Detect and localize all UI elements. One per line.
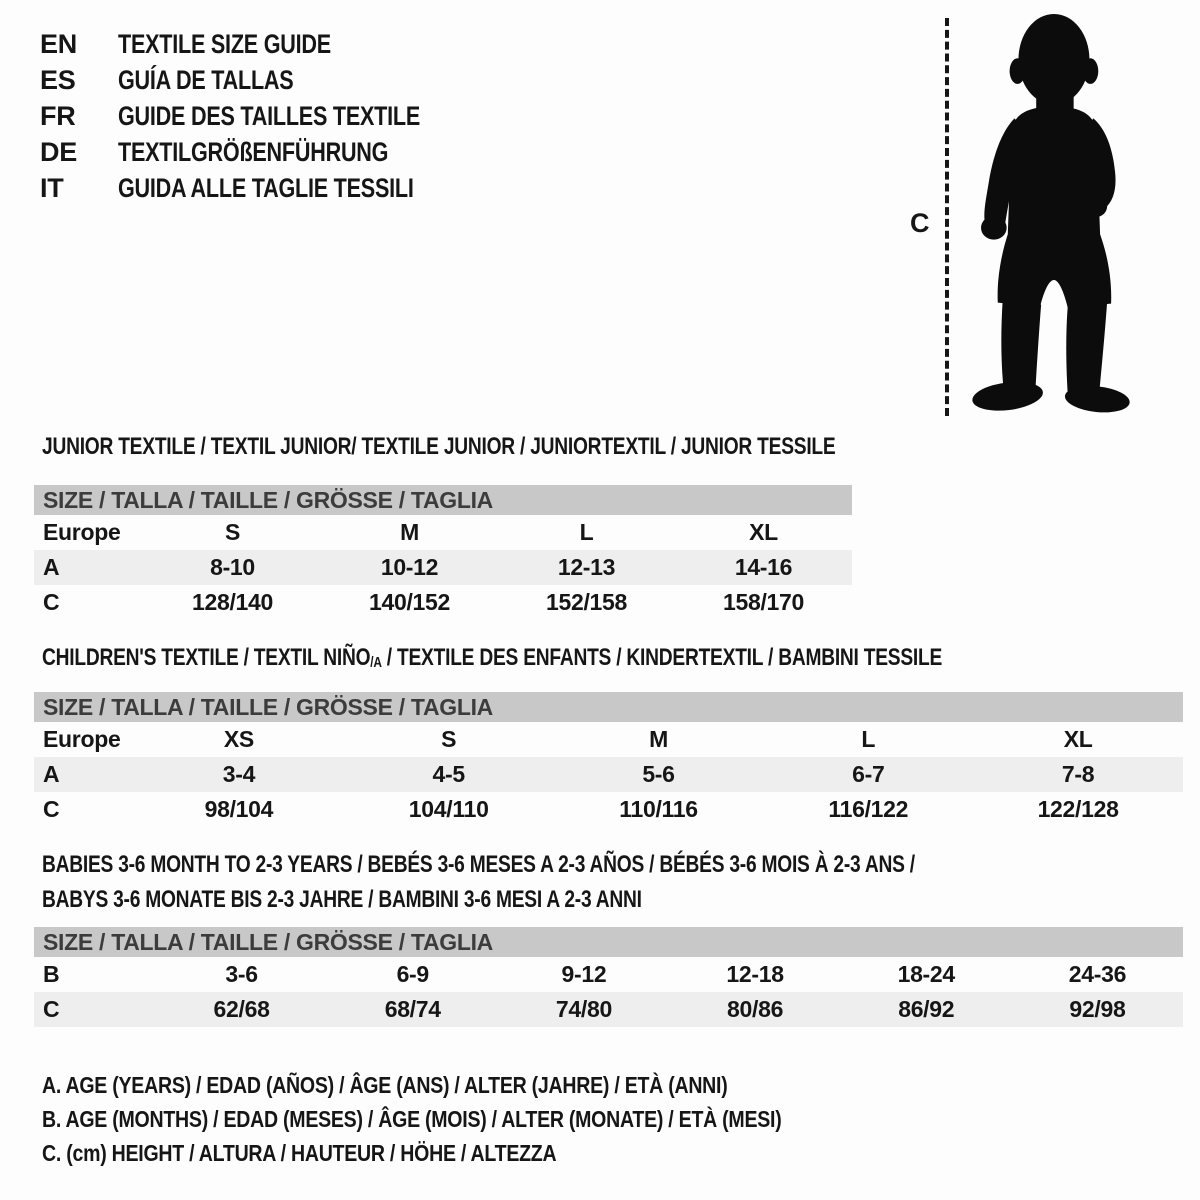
children-heading-text: / TEXTILE DES ENFANTS / KINDERTEXTIL / BAMBINI TESSILE: [381, 644, 943, 671]
size-cell: XL: [1063, 726, 1093, 752]
age-cell: 6-9: [396, 961, 429, 987]
height-cell: 122/128: [1037, 796, 1119, 822]
size-cell: XL: [749, 519, 778, 545]
guide-title: TEXTILE SIZE GUIDE: [118, 29, 331, 59]
size-cell: L: [579, 519, 594, 545]
row-label: B: [43, 961, 60, 987]
row-label: Europe: [43, 519, 121, 545]
age-cell: 8-10: [210, 554, 255, 580]
height-cell: 140/152: [368, 589, 451, 615]
table-row-height: [34, 992, 1183, 1027]
footnote-a: A. AGE (YEARS) / EDAD (AÑOS) / ÂGE (ANS) / ALTER (JAHRE) / ETÀ (ANNI): [42, 1072, 728, 1098]
row-label: A: [43, 761, 60, 787]
size-header-bar: SIZE / TALLA / TAILLE / GRÖSSE / TAGLIA: [34, 485, 852, 515]
junior-size-table: [34, 485, 852, 620]
height-dimension-label: C: [910, 208, 930, 238]
children-section-heading: [42, 643, 942, 678]
table-row-height: [34, 585, 852, 620]
footnotes-legend: [42, 1068, 912, 1170]
language-row: [40, 98, 496, 134]
row-label: Europe: [43, 726, 121, 752]
size-header-bar: SIZE / TALLA / TAILLE / GRÖSSE / TAGLIA: [34, 692, 1183, 722]
size-cell: M: [400, 519, 419, 545]
age-cell: 3-6: [225, 961, 258, 987]
row-label: A: [43, 554, 60, 580]
age-cell: 10-12: [380, 554, 439, 580]
size-cell: S: [441, 726, 457, 752]
row-label: C: [43, 589, 60, 615]
age-cell: 7-8: [1061, 761, 1095, 787]
height-cell: 104/110: [408, 796, 489, 822]
height-cell: 92/98: [1069, 996, 1126, 1022]
height-cell: 86/92: [898, 996, 955, 1022]
language-list: [40, 26, 496, 206]
age-cell: 12-13: [557, 554, 616, 580]
table-row-age-months: [34, 957, 1183, 992]
guide-title: GUIDA ALLE TAGLIE TESSILI: [118, 173, 414, 203]
age-cell: 3-4: [222, 761, 256, 787]
language-code: FR: [40, 101, 76, 131]
guide-title: GUÍA DE TALLAS: [118, 65, 294, 95]
height-measure-figure: [900, 10, 1170, 422]
row-label: C: [43, 796, 60, 822]
height-cell: 62/68: [213, 996, 270, 1022]
size-cell: M: [649, 726, 668, 752]
babies-section-heading-line1: BABIES 3-6 MONTH TO 2-3 YEARS / BEBÉS 3-6 MESES A 2-3 AÑOS / BÉBÉS 3-6 MOIS À 2-3 ANS /: [42, 851, 915, 878]
table-row-europe: [34, 515, 852, 550]
age-cell: 18-24: [897, 961, 955, 987]
language-row: [40, 26, 496, 62]
height-dimension-line: [945, 18, 949, 416]
language-code: IT: [40, 173, 64, 203]
age-cell: 4-5: [432, 761, 465, 787]
language-code: ES: [40, 65, 76, 95]
height-cell: 98/104: [204, 796, 274, 822]
age-cell: 24-36: [1068, 961, 1127, 987]
row-label: C: [43, 996, 60, 1022]
babies-section-heading-line2: BABYS 3-6 MONATE BIS 2-3 JAHRE / BAMBINI 3-6 MESI A 2-3 ANNI: [42, 886, 642, 913]
toddler-silhouette-image: [962, 12, 1138, 416]
height-cell: 158/170: [722, 589, 805, 615]
height-cell: 152/158: [545, 589, 628, 615]
size-cell: L: [861, 726, 876, 752]
footnote-c: C. (cm) HEIGHT / ALTURA / HAUTEUR / HÖHE / ALTEZZA: [42, 1140, 557, 1166]
babies-size-table: [34, 927, 1183, 1027]
size-header-bar: SIZE / TALLA / TAILLE / GRÖSSE / TAGLIA: [34, 927, 1183, 957]
children-heading-subscript: /A: [370, 654, 382, 671]
language-row: [40, 62, 496, 98]
height-cell: 116/122: [828, 796, 909, 822]
age-cell: 14-16: [734, 554, 793, 580]
height-cell: 68/74: [384, 996, 441, 1022]
age-cell: 9-12: [561, 961, 607, 987]
guide-title: GUIDE DES TAILLES TEXTILE: [118, 101, 421, 131]
height-cell: 80/86: [727, 996, 784, 1022]
height-cell: 74/80: [555, 996, 612, 1022]
height-cell: 128/140: [191, 589, 274, 615]
guide-title: TEXTILGRÖßENFÜHRUNG: [118, 137, 389, 167]
height-cell: 110/116: [619, 796, 698, 822]
age-cell: 5-6: [642, 761, 675, 787]
age-cell: 12-18: [726, 961, 784, 987]
children-heading-text: CHILDREN'S TEXTILE / TEXTIL NIÑO: [42, 644, 371, 671]
table-row-age: [34, 550, 852, 585]
size-cell: XS: [223, 726, 254, 752]
footnote-b: B. AGE (MONTHS) / EDAD (MESES) / ÂGE (MOIS) / ALTER (MONATE) / ETÀ (MESI): [42, 1106, 782, 1132]
language-row: [40, 134, 496, 170]
language-row: [40, 170, 496, 206]
children-size-table: [34, 692, 1183, 827]
table-row-age: [34, 757, 1183, 792]
table-row-europe: [34, 722, 1183, 757]
language-code: EN: [40, 29, 77, 59]
age-cell: 6-7: [852, 761, 885, 787]
size-cell: S: [224, 519, 241, 545]
table-row-height: [34, 792, 1183, 827]
language-code: DE: [40, 137, 77, 167]
junior-section-heading: JUNIOR TEXTILE / TEXTIL JUNIOR/ TEXTILE JUNIOR / JUNIORTEXTIL / JUNIOR TESSILE: [42, 433, 836, 460]
